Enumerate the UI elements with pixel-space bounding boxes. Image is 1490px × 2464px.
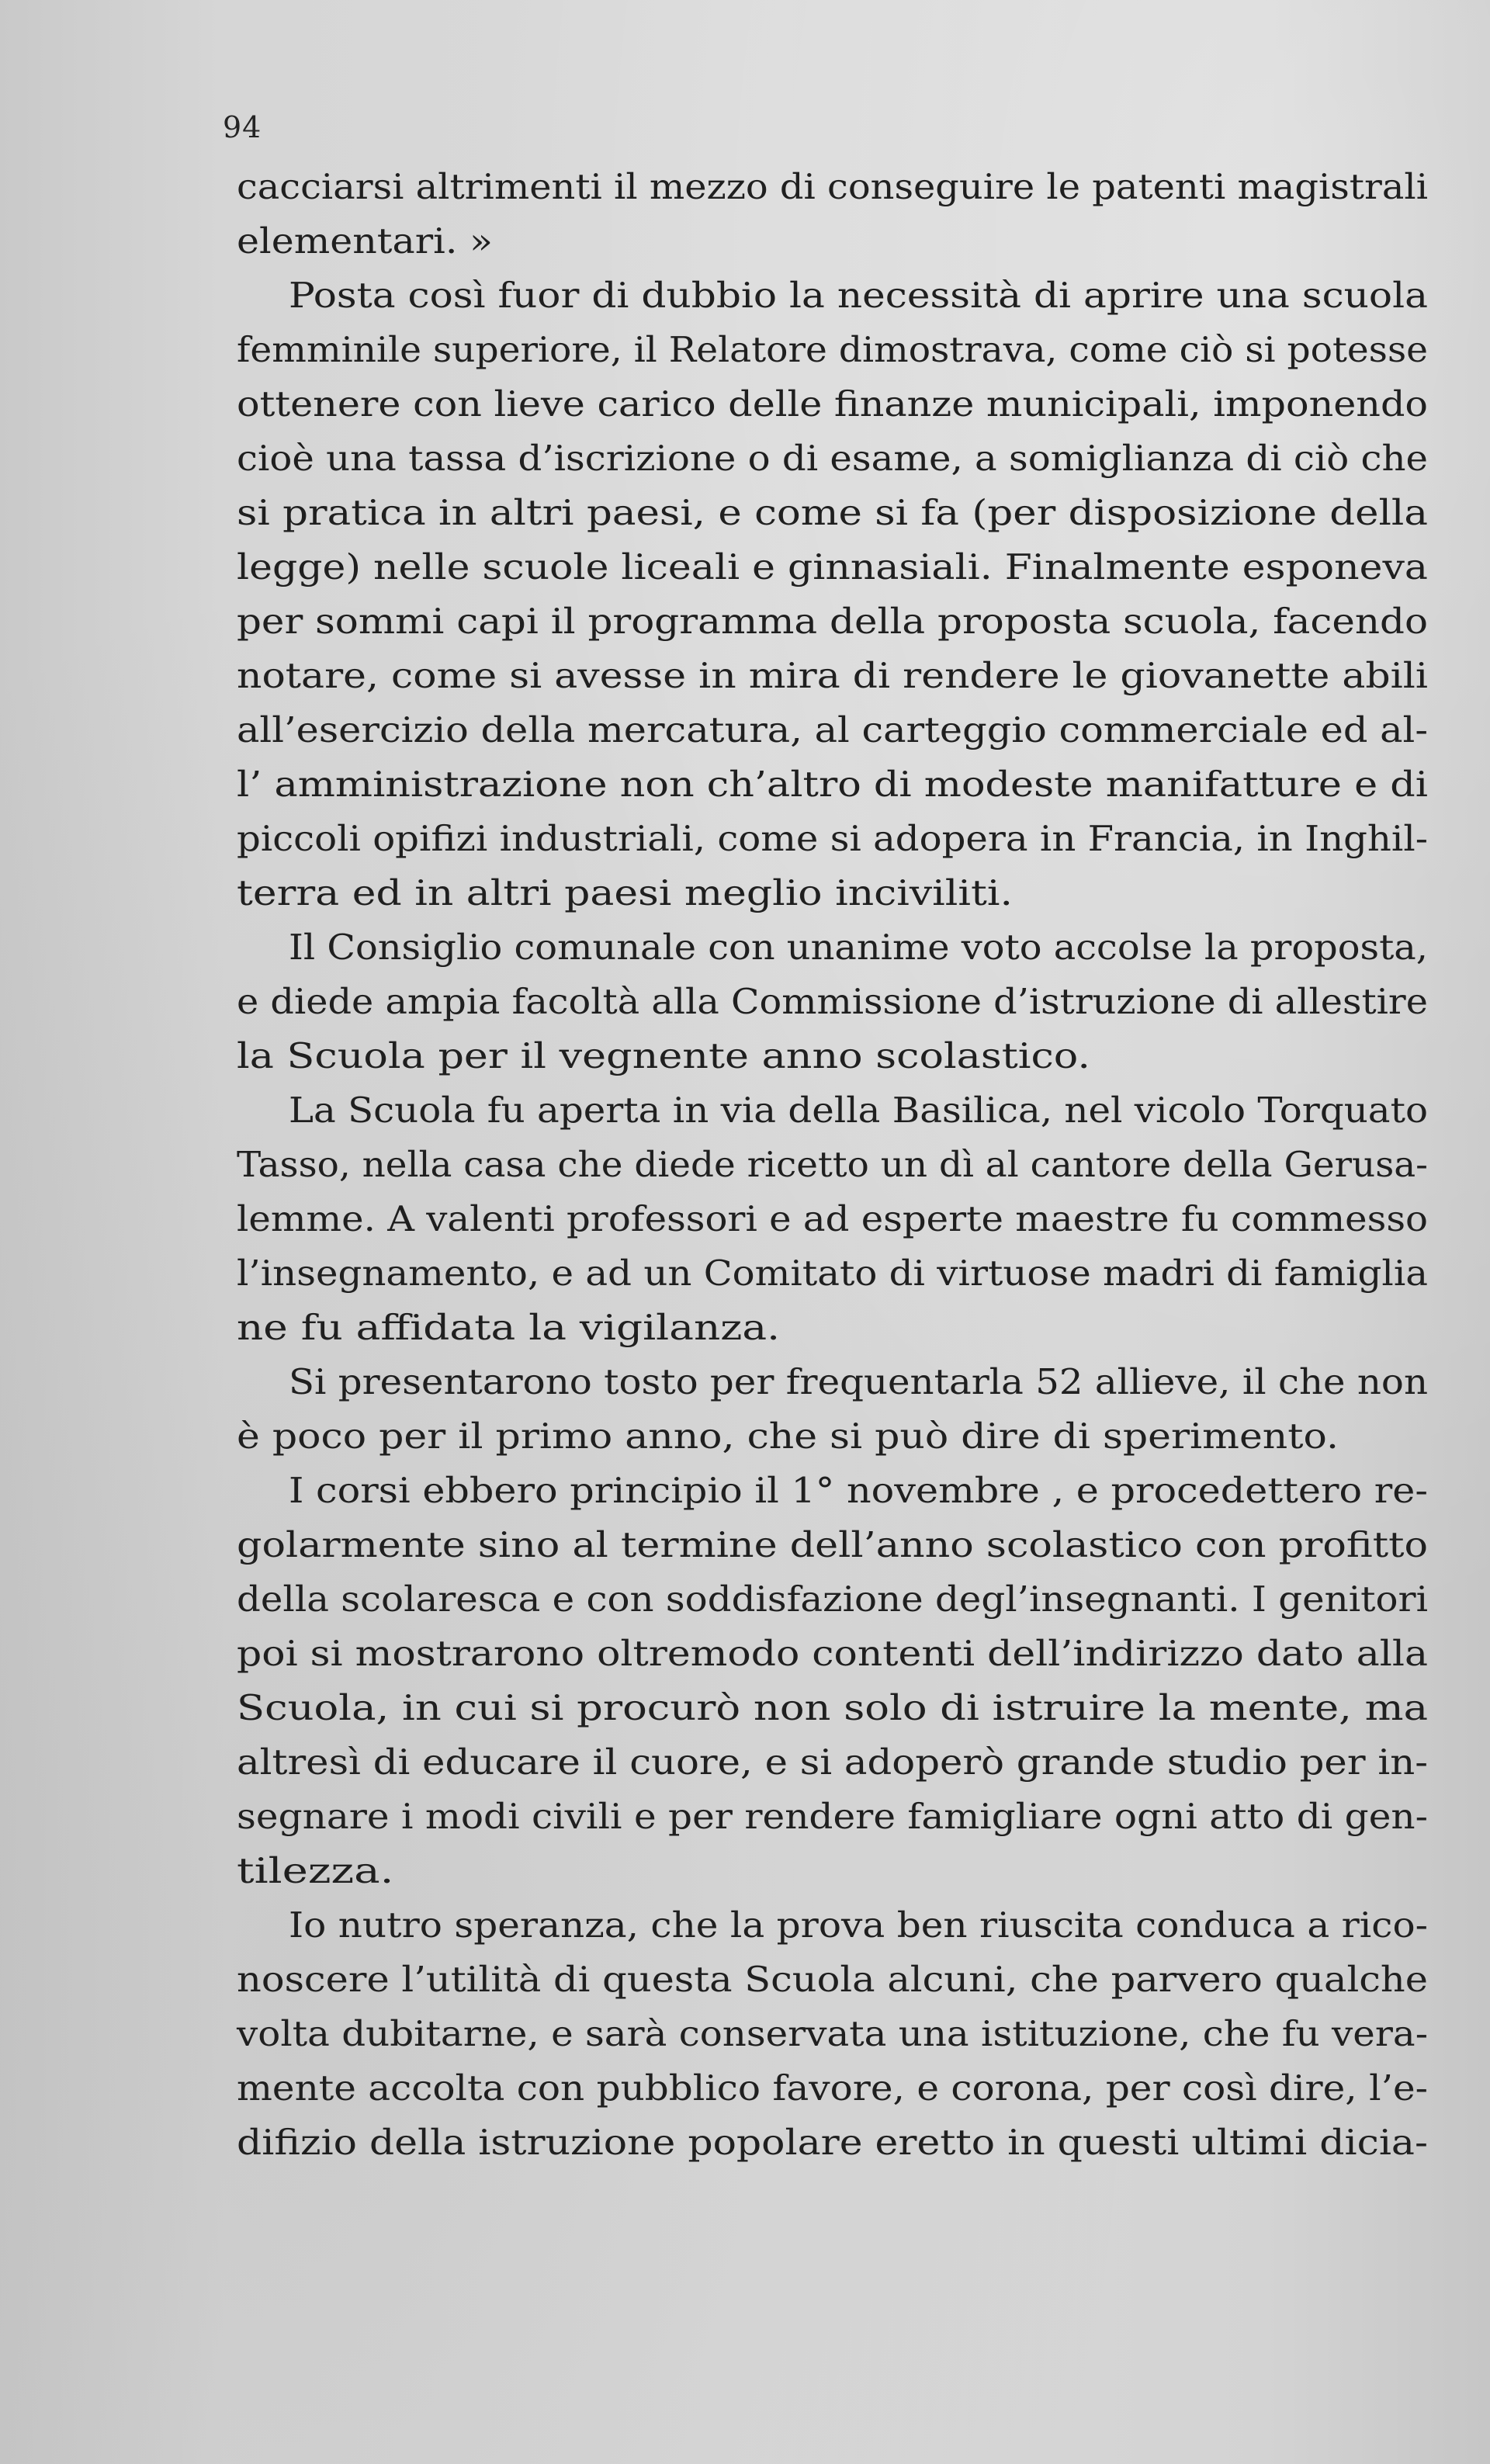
- text-line: poi si mostrarono oltremodo contenti dell’indirizzo dato alla: [237, 1633, 1428, 1674]
- text-line: Io nutro speranza, che la prova ben riuscita conduca a rico-: [289, 1904, 1428, 1946]
- text-line: Il Consiglio comunale con unanime voto accolse la proposta,: [289, 927, 1428, 968]
- text-line: si pratica in altri paesi, e come si fa (per disposizione della: [237, 492, 1428, 533]
- text-line: ottenere con lieve carico delle finanze municipali, imponendo: [237, 383, 1428, 425]
- text-line: Tasso, nella casa che diede ricetto un dì al cantore della Gerusa-: [237, 1144, 1428, 1185]
- text-line: tilezza.: [237, 1850, 394, 1891]
- text-line: Scuola, in cui si procurò non solo di istruire la mente, ma: [237, 1687, 1428, 1728]
- text-line: I corsi ebbero principio il 1° novembre , e procedettero re-: [289, 1470, 1428, 1511]
- text-line: cacciarsi altrimenti il mezzo di conseguire le patenti magistrali: [237, 166, 1428, 207]
- text-line: La Scuola fu aperta in via della Basilica, nel vicolo Torquato: [289, 1090, 1428, 1131]
- text-line: mente accolta con pubblico favore, e corona, per così dire, l’e-: [237, 2067, 1428, 2109]
- text-line: cioè una tassa d’iscrizione o di esame, a somiglianza di ciò che: [237, 438, 1428, 479]
- text-line: Si presentarono tosto per frequentarla 52 allieve, il che non: [289, 1361, 1428, 1402]
- text-line: legge) nelle scuole liceali e ginnasiali. Finalmente esponeva: [237, 546, 1429, 587]
- text-line: l’ amministrazione non ch’altro di modeste manifatture e di: [237, 764, 1428, 805]
- text-line: la Scuola per il vegnente anno scolastico.: [237, 1035, 1090, 1076]
- text-line: l’insegnamento, e ad un Comitato di virtuose madri di famiglia: [237, 1253, 1428, 1294]
- text-line: è poco per il primo anno, che si può dire di sperimento.: [237, 1416, 1339, 1457]
- text-line: golarmente sino al termine dell’anno scolastico con profitto: [237, 1524, 1428, 1565]
- text-line: ne fu affidata la vigilanza.: [237, 1307, 780, 1348]
- text-line: lemme. A valenti professori e ad esperte maestre fu commesso: [237, 1198, 1428, 1239]
- text-line: all’esercizio della mercatura, al carteggio commerciale ed al-: [237, 709, 1428, 750]
- text-line: segnare i modi civili e per rendere famigliare ogni atto di gen-: [237, 1796, 1428, 1837]
- page-number: 94: [223, 110, 262, 144]
- text-line: piccoli opifizi industriali, come si adopera in Francia, in Inghil-: [237, 818, 1428, 859]
- text-line: volta dubitarne, e sarà conservata una istituzione, che fu vera-: [237, 2013, 1428, 2054]
- text-line: elementari. »: [237, 220, 493, 262]
- text-line: Posta così fuor di dubbio la necessità di aprire una scuola: [289, 275, 1428, 316]
- text-line: altresì di educare il cuore, e si adoperò grande studio per in-: [237, 1741, 1428, 1783]
- text-line: femminile superiore, il Relatore dimostrava, come ciò si potesse: [237, 329, 1428, 370]
- text-line: terra ed in altri paesi meglio inciviliti.: [237, 872, 1013, 913]
- text-line: della scolaresca e con soddisfazione degl’insegnanti. I genitori: [237, 1579, 1428, 1620]
- text-line: per sommi capi il programma della proposta scuola, facendo: [237, 601, 1428, 642]
- text-line: notare, come si avesse in mira di rendere le giovanette abili: [237, 655, 1428, 696]
- text-line: noscere l’utilità di questa Scuola alcuni, che parvero qualche: [237, 1959, 1428, 2000]
- text-line: difizio della istruzione popolare eretto in questi ultimi dicia-: [237, 2122, 1428, 2163]
- text-line: e diede ampia facoltà alla Commissione d’istruzione di allestire: [237, 981, 1428, 1022]
